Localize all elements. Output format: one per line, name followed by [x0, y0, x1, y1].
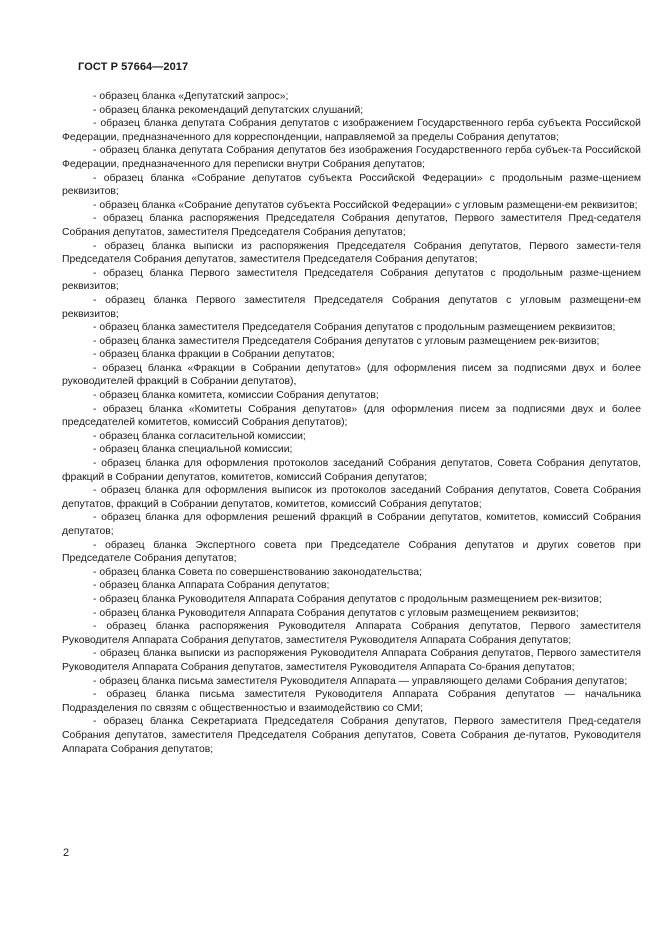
list-item: - образец бланка согласительной комиссии; — [93, 430, 306, 442]
list-item: - образец бланка фракции в Собрании депутатов; — [93, 349, 335, 361]
list-item: - образец бланка «Собрание депутатов субъекта Российской Федерации» с угловым размещени-ем реквизитов; — [93, 199, 638, 211]
list-item: - образец бланка для оформления решений фракций в Собрании депутатов, комитетов, комиссий Собрания депутатов; — [62, 512, 641, 537]
list-item: - образец бланка «Собрание депутатов субъекта Российской Федерации» с продольным разме-щением реквизитов; — [62, 172, 641, 198]
list-item: - образец бланка депутата Собрания депутатов без изображения Государственного герба субъек-та Российской Федерации, предназначенного для переписки внутри Собрания депутатов; — [62, 145, 641, 170]
list-item: - образец бланка выписки из распоряжения Руководителя Аппарата Собрания депутатов, Первого заместителя Руководителя Аппарата Собрания депутатов, заместителя Руководителя Аппарата Со-брания депутатов; — [62, 648, 641, 673]
list-item: - образец бланка распоряжения Руководителя Аппарата Собрания депутатов, Первого заместителя Руководителя Аппарата Собрания депутатов, заместителя Руководителя Аппарата Собрания депутатов; — [62, 621, 641, 646]
list-item: - образец бланка рекомендаций депутатских слушаний; — [93, 104, 364, 116]
list-item: - образец бланка «Фракции в Собрании депутатов» (для оформления писем за подписями двух и более руководителей фракций в Собрании депутатов), — [62, 362, 641, 388]
list-item: - образец бланка Руководителя Аппарата Собрания депутатов с продольным размещением рек-визитов; — [93, 593, 602, 605]
document-body — [62, 90, 641, 756]
list-item: - образец бланка для оформления выписок из протоколов заседаний Собрания депутатов, Совета Собрания депутатов, фракций в Собрании депутатов, комитетов, комиссий Собрания депутатов; — [62, 485, 641, 510]
list-item: - образец бланка для оформления протоколов заседаний Собрания депутатов, Совета Собрания депутатов, фракций в Собрании депутатов, комитетов, комиссий Собрания депутатов; — [62, 458, 641, 483]
list-item: - образец бланка выписки из распоряжения Председателя Собрания депутатов, Первого замести-теля Председателя Собрания депутатов, заместителя Председателя Собрания депутатов; — [62, 240, 641, 266]
list-item: - образец бланка депутата Собрания депутатов с изображением Государственного герба субъекта Российской Федерации, предназначенного для корреспонденции, направляемой за пределы Собрания депутатов; — [62, 118, 641, 143]
list-item: - образец бланка «Депутатский запрос»; — [93, 91, 289, 102]
list-item: - образец бланка Совета по совершенствованию законодательства; — [93, 566, 422, 578]
list-item: - образец бланка Первого заместителя Председателя Собрания депутатов с продольным разме-щением реквизитов; — [62, 267, 641, 293]
list-item: - образец бланка распоряжения Председателя Собрания депутатов, Первого заместителя Пред-седателя Собрания депутатов, заместителя Председателя Собрания депутатов; — [62, 213, 641, 238]
list-item: - образец бланка Экспертного совета при Председателе Собрания депутатов и других советов при Председателе Собрания депутатов; — [62, 539, 641, 565]
list-item: - образец бланка Руководителя Аппарата Собрания депутатов с угловым размещением реквизитов; — [93, 607, 579, 619]
list-item: - образец бланка Первого заместителя Председателя Собрания депутатов с угловым размещени-ем реквизитов; — [62, 294, 641, 320]
document-header: ГОСТ Р 57664—2017 — [78, 61, 189, 73]
list-item: - образец бланка заместителя Председателя Собрания депутатов с продольным размещением реквизитов; — [93, 322, 616, 334]
list-item: - образец бланка Аппарата Собрания депутатов; — [93, 580, 330, 592]
list-item: - образец бланка Секретариата Председателя Собрания депутатов, Первого заместителя Пред-седателя Собрания депутатов, заместителя Председателя Собрания депутатов, Совета Собрания де-путатов, Руководителя Аппарата Собрания депутатов; — [62, 716, 641, 755]
list-item: - образец бланка заместителя Председателя Собрания депутатов с угловым размещением рек-визитов; — [93, 335, 600, 347]
list-item: - образец бланка комитета, комиссии Собрания депутатов; — [93, 390, 379, 402]
list-item: - образец бланка письма заместителя Руководителя Аппарата — управляющего делами Собрания депутатов; — [93, 675, 628, 687]
list-item: - образец бланка специальной комиссии; — [93, 444, 293, 456]
page-number: 2 — [63, 847, 70, 859]
list-item: - образец бланка письма заместителя Руководителя Аппарата Собрания депутатов — начальника Подразделения по связям с общественностью и взаимодействию со СМИ; — [62, 689, 641, 714]
list-item: - образец бланка «Комитеты Собрания депутатов» (для оформления писем за подписями двух и более председателей комитетов, комиссий Собрания депутатов); — [62, 403, 641, 429]
